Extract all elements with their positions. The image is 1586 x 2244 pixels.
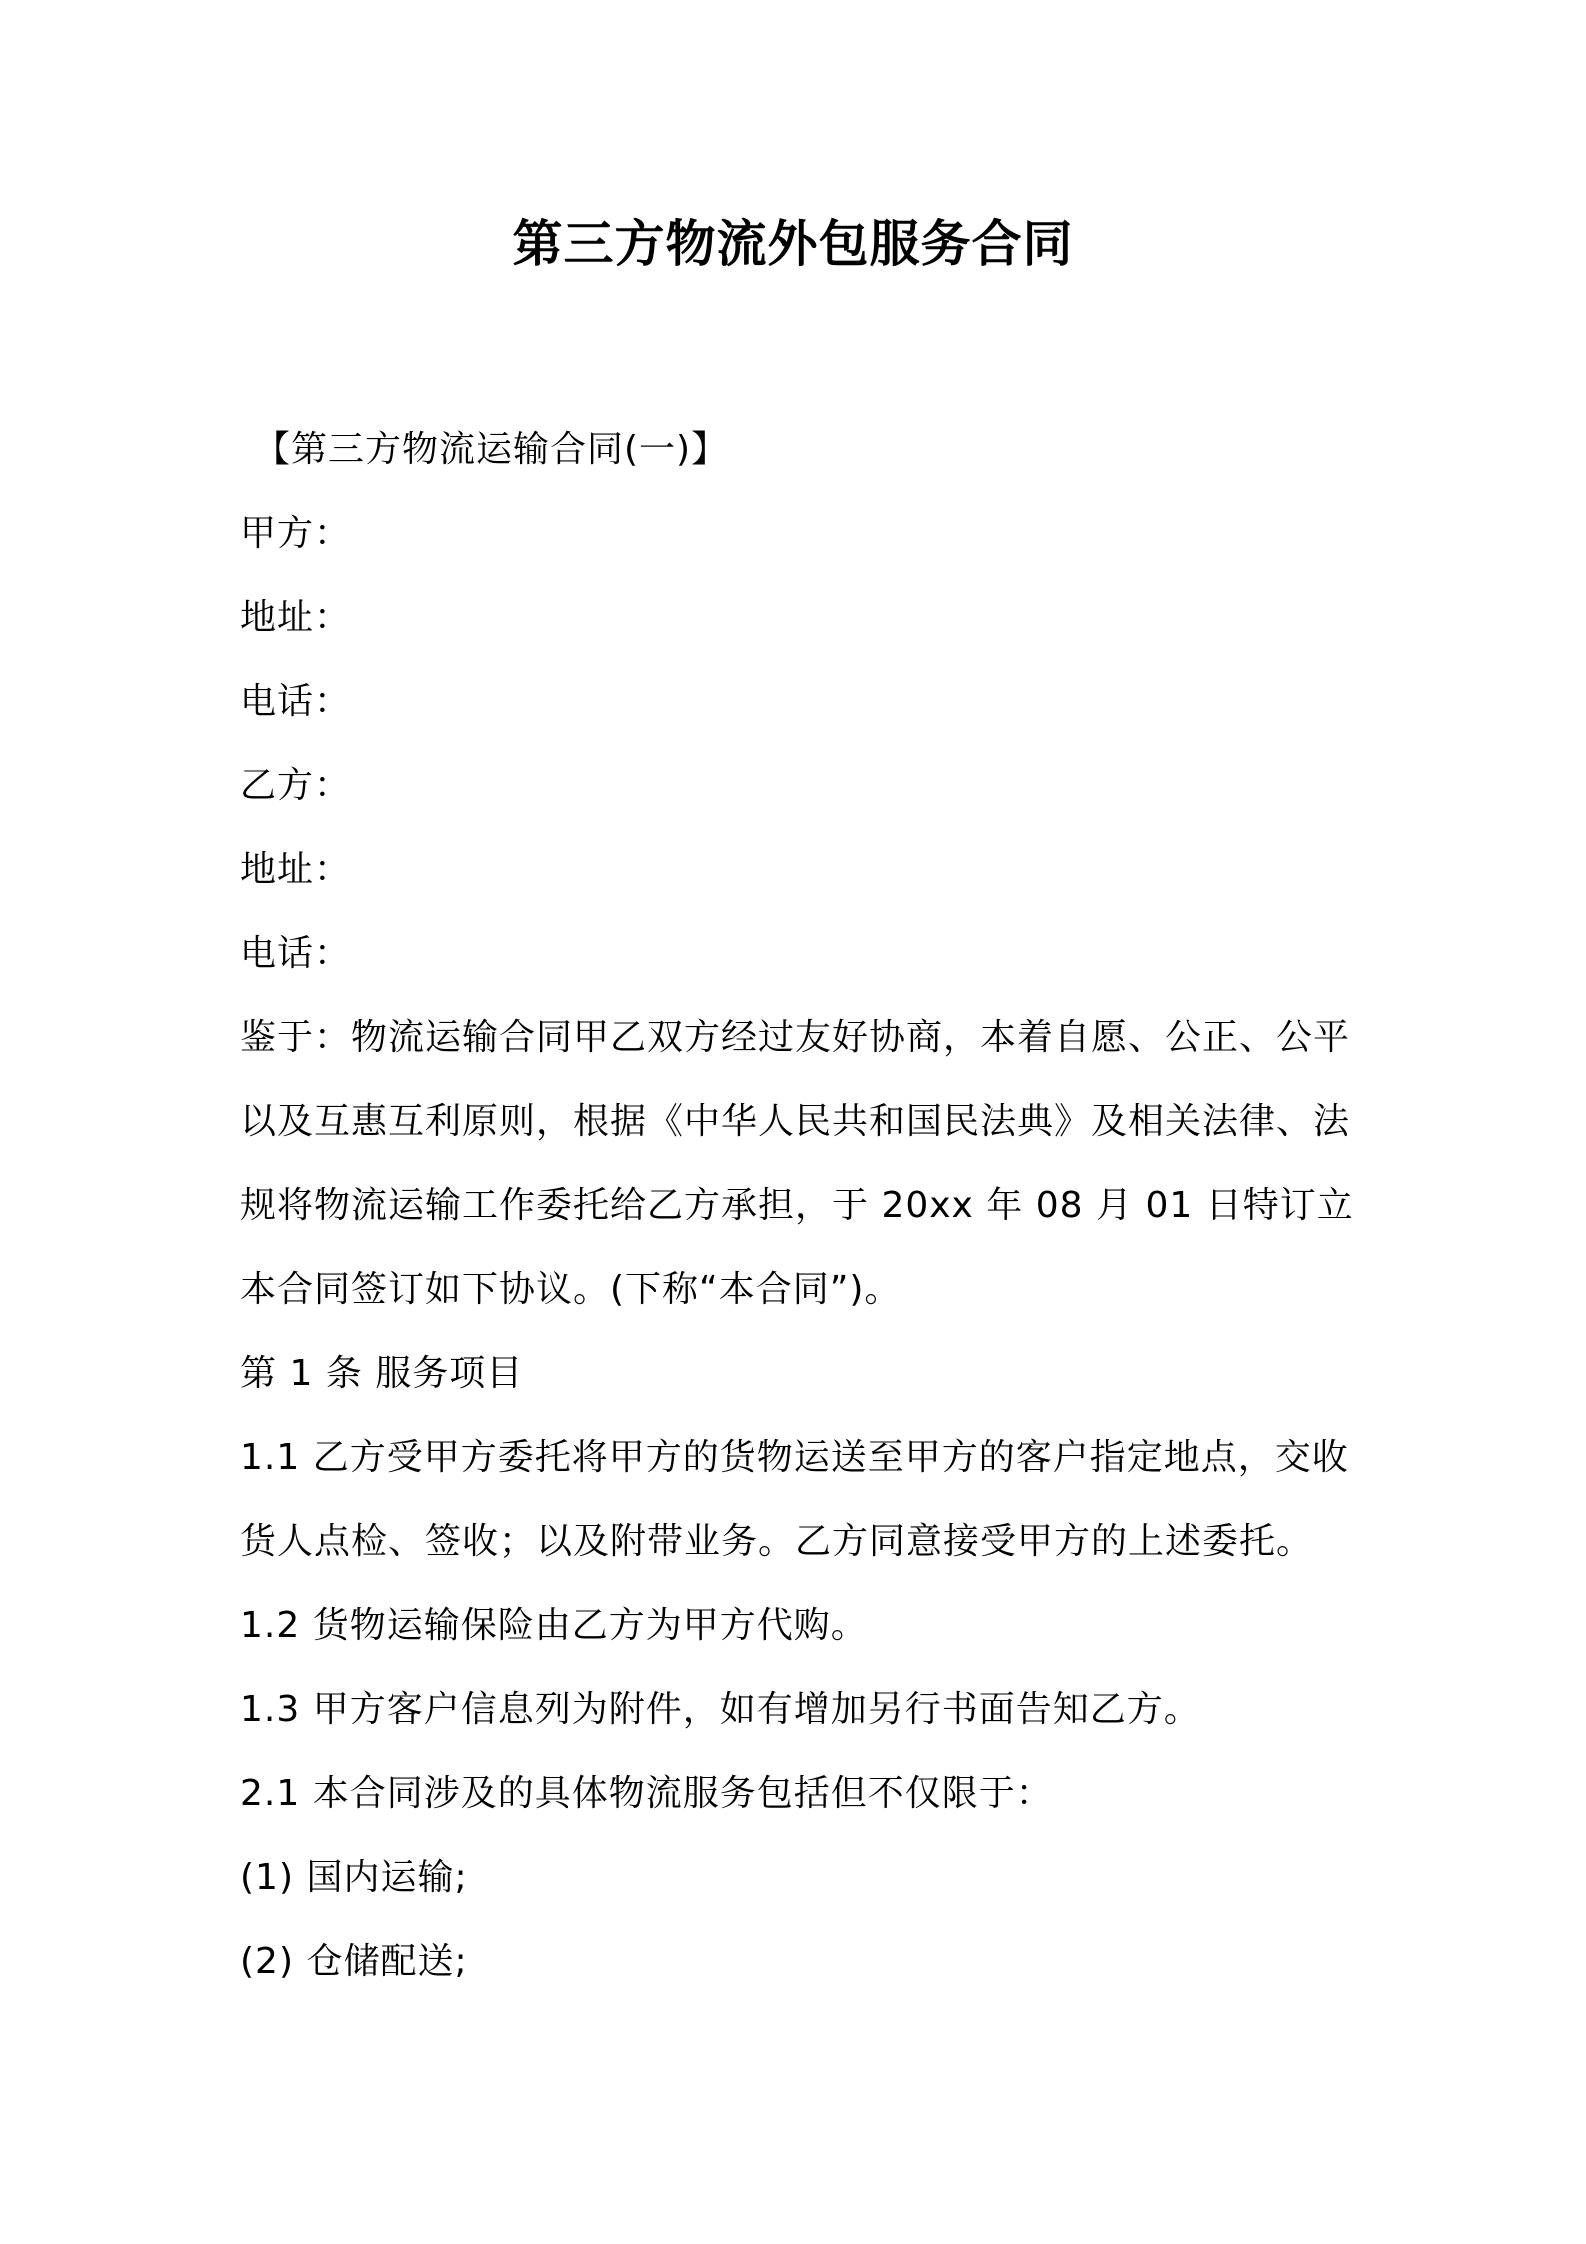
list-item: (1) 国内运输; xyxy=(240,1857,468,1898)
clause-1-3: 1.3 甲方客户信息列为附件，如有增加另行书面告知乙方。 xyxy=(240,1689,1201,1730)
clause-1-1-line: 1.1 乙方受甲方委托将甲方的货物运送至甲方的客户指定地点，交收 xyxy=(240,1437,1349,1478)
list-item: (2) 仓储配送; xyxy=(240,1941,468,1982)
preamble-line: 规将物流运输工作委托给乙方承担，于 20xx 年 08 月 01 日特订立 xyxy=(240,1185,1354,1226)
preamble-line: 以及互惠互利原则，根据《中华人民共和国民法典》及相关法律、法 xyxy=(240,1101,1351,1142)
party-a-label: 甲方： xyxy=(240,513,352,554)
party-a-phone-label: 电话： xyxy=(240,681,352,722)
party-a-address-label: 地址： xyxy=(240,597,352,638)
article-1-heading: 第 1 条 服务项目 xyxy=(240,1353,524,1394)
document-body xyxy=(240,408,1360,2004)
preamble-line: 鉴于：物流运输合同甲乙双方经过友好协商，本着自愿、公正、公平 xyxy=(240,1017,1351,1058)
party-b-phone-label: 电话： xyxy=(240,933,352,974)
party-b-address-label: 地址： xyxy=(240,849,352,890)
document-title: 第三方物流外包服务合同 xyxy=(512,215,1074,273)
clause-1-2: 1.2 货物运输保险由乙方为甲方代购。 xyxy=(240,1605,868,1646)
clause-2-1: 2.1 本合同涉及的具体物流服务包括但不仅限于： xyxy=(240,1773,1053,1814)
section-heading: 【第三方物流运输合同(一)】 xyxy=(254,429,729,470)
preamble-line: 本合同签订如下协议。(下称“本合同”)。 xyxy=(240,1269,902,1310)
clause-1-1-line: 货人点检、签收；以及附带业务。乙方同意接受甲方的上述委托。 xyxy=(240,1521,1314,1562)
party-b-label: 乙方： xyxy=(240,765,352,806)
